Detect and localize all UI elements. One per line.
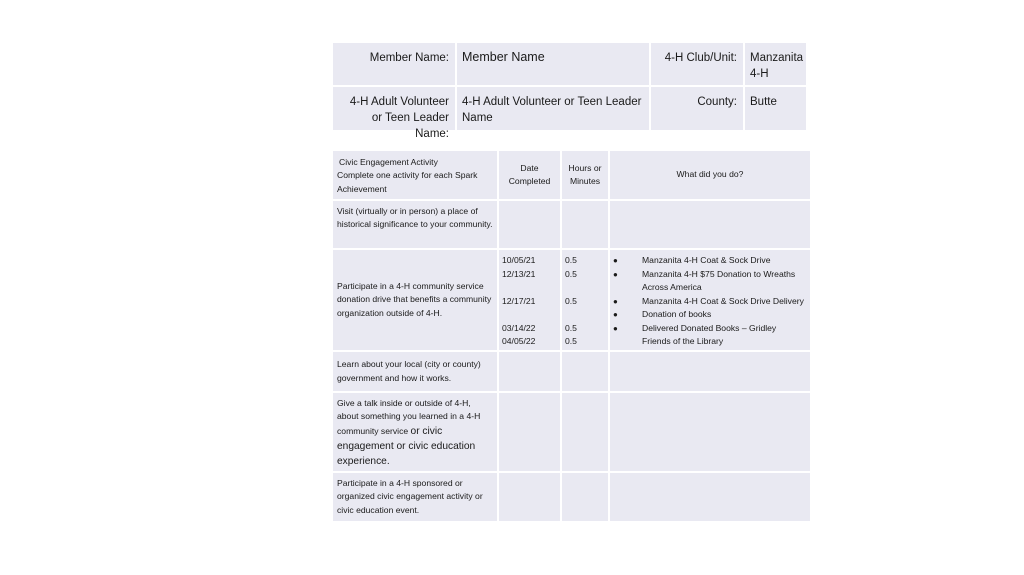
- row-donation-activity-text: Participate in a 4-H community service donation drive that benefits a community organization outside of 4-H.: [337, 280, 492, 318]
- row-event-hours[interactable]: [562, 473, 608, 521]
- row-talk-what[interactable]: [610, 393, 810, 471]
- bullet-icon: ●: [613, 296, 618, 306]
- bullet-icon: ●: [613, 256, 618, 265]
- row-historical-date[interactable]: [499, 201, 560, 248]
- row-event-activity: [333, 473, 497, 521]
- header-hours: Hours or Minutes: [562, 151, 608, 199]
- club-unit-label: 4-H Club/Unit:: [651, 43, 743, 85]
- row-government-activity: [333, 352, 497, 391]
- row-historical-what[interactable]: [610, 201, 810, 248]
- row-government-what[interactable]: [610, 352, 810, 391]
- row-government-date[interactable]: [499, 352, 560, 391]
- hours-entry: 0.5: [565, 322, 577, 333]
- activity-item: Manzanita 4-H Coat & Sock Drive Delivery: [642, 295, 804, 306]
- header-what: What did you do?: [610, 151, 810, 199]
- row-talk-activity: [333, 393, 497, 471]
- row-talk-hours[interactable]: [562, 393, 608, 471]
- hours-entry: 0.5: [565, 268, 577, 279]
- row-talk-activity-text: Give a talk inside or outside of 4-H, about something you learned in a 4-H community service: [337, 398, 481, 436]
- activity-item: Manzanita 4-H $75 Donation to Wreaths Across America: [642, 268, 796, 292]
- date-entry: 12/13/21: [502, 268, 536, 279]
- row-event-date[interactable]: [499, 473, 560, 521]
- header-activity: [333, 151, 497, 199]
- activity-item: Delivered Donated Books – Gridley Friends of the Library: [642, 322, 777, 346]
- row-event-what[interactable]: [610, 473, 810, 521]
- bullet-icon: ●: [613, 310, 618, 319]
- row-talk-date[interactable]: [499, 393, 560, 471]
- hours-entry: 0.5: [565, 336, 577, 346]
- leader-name-label: 4-H Adult Volunteer or Teen Leader Name:: [333, 87, 455, 130]
- row-historical-hours[interactable]: [562, 201, 608, 248]
- hours-entry: 0.5: [565, 255, 577, 265]
- county-label: County:: [651, 87, 743, 130]
- row-donation-hours[interactable]: [562, 250, 608, 350]
- activity-item: Manzanita 4-H Coat & Sock Drive: [642, 255, 771, 265]
- date-entry: 04/05/22: [502, 336, 536, 346]
- header-date: Date Completed: [499, 151, 560, 199]
- date-entry: 12/17/21: [502, 295, 536, 306]
- club-unit-field[interactable]: Manzanita 4-H: [745, 43, 806, 85]
- row-donation-dates[interactable]: [499, 250, 560, 350]
- row-historical-activity: Visit (virtually or in person) a place of historical significance to your community.: [333, 201, 497, 248]
- header-activity-instructions: Complete one activity for each Spark Achievement: [337, 170, 478, 194]
- bullet-icon: ●: [613, 323, 618, 333]
- activity-item: Donation of books: [642, 309, 712, 319]
- hours-entry: 0.5: [565, 295, 577, 306]
- member-name-field[interactable]: Member Name: [457, 43, 649, 85]
- date-entry: 10/05/21: [502, 255, 536, 265]
- row-government-hours[interactable]: [562, 352, 608, 391]
- county-field[interactable]: Butte: [745, 87, 806, 130]
- row-government-activity-text: Learn about your local (city or county) government and how it works.: [337, 359, 481, 383]
- civic-engagement-table: [333, 151, 810, 521]
- bullet-icon: ●: [613, 269, 618, 279]
- member-name-label: Member Name:: [333, 43, 455, 85]
- leader-name-field[interactable]: 4-H Adult Volunteer or Teen Leader Name: [457, 87, 649, 130]
- row-event-activity-text: Participate in a 4-H sponsored or organized civic engagement activity or civic education event.: [337, 477, 483, 515]
- header-activity-title: Civic Engagement Activity: [339, 157, 438, 167]
- date-entry: 03/14/22: [502, 322, 536, 333]
- row-donation-what[interactable]: [610, 250, 810, 350]
- row-talk-activity-text-large: or civic engagement or civic education experience.: [337, 425, 476, 467]
- row-donation-activity: [333, 250, 497, 350]
- member-info-table: [333, 43, 806, 140]
